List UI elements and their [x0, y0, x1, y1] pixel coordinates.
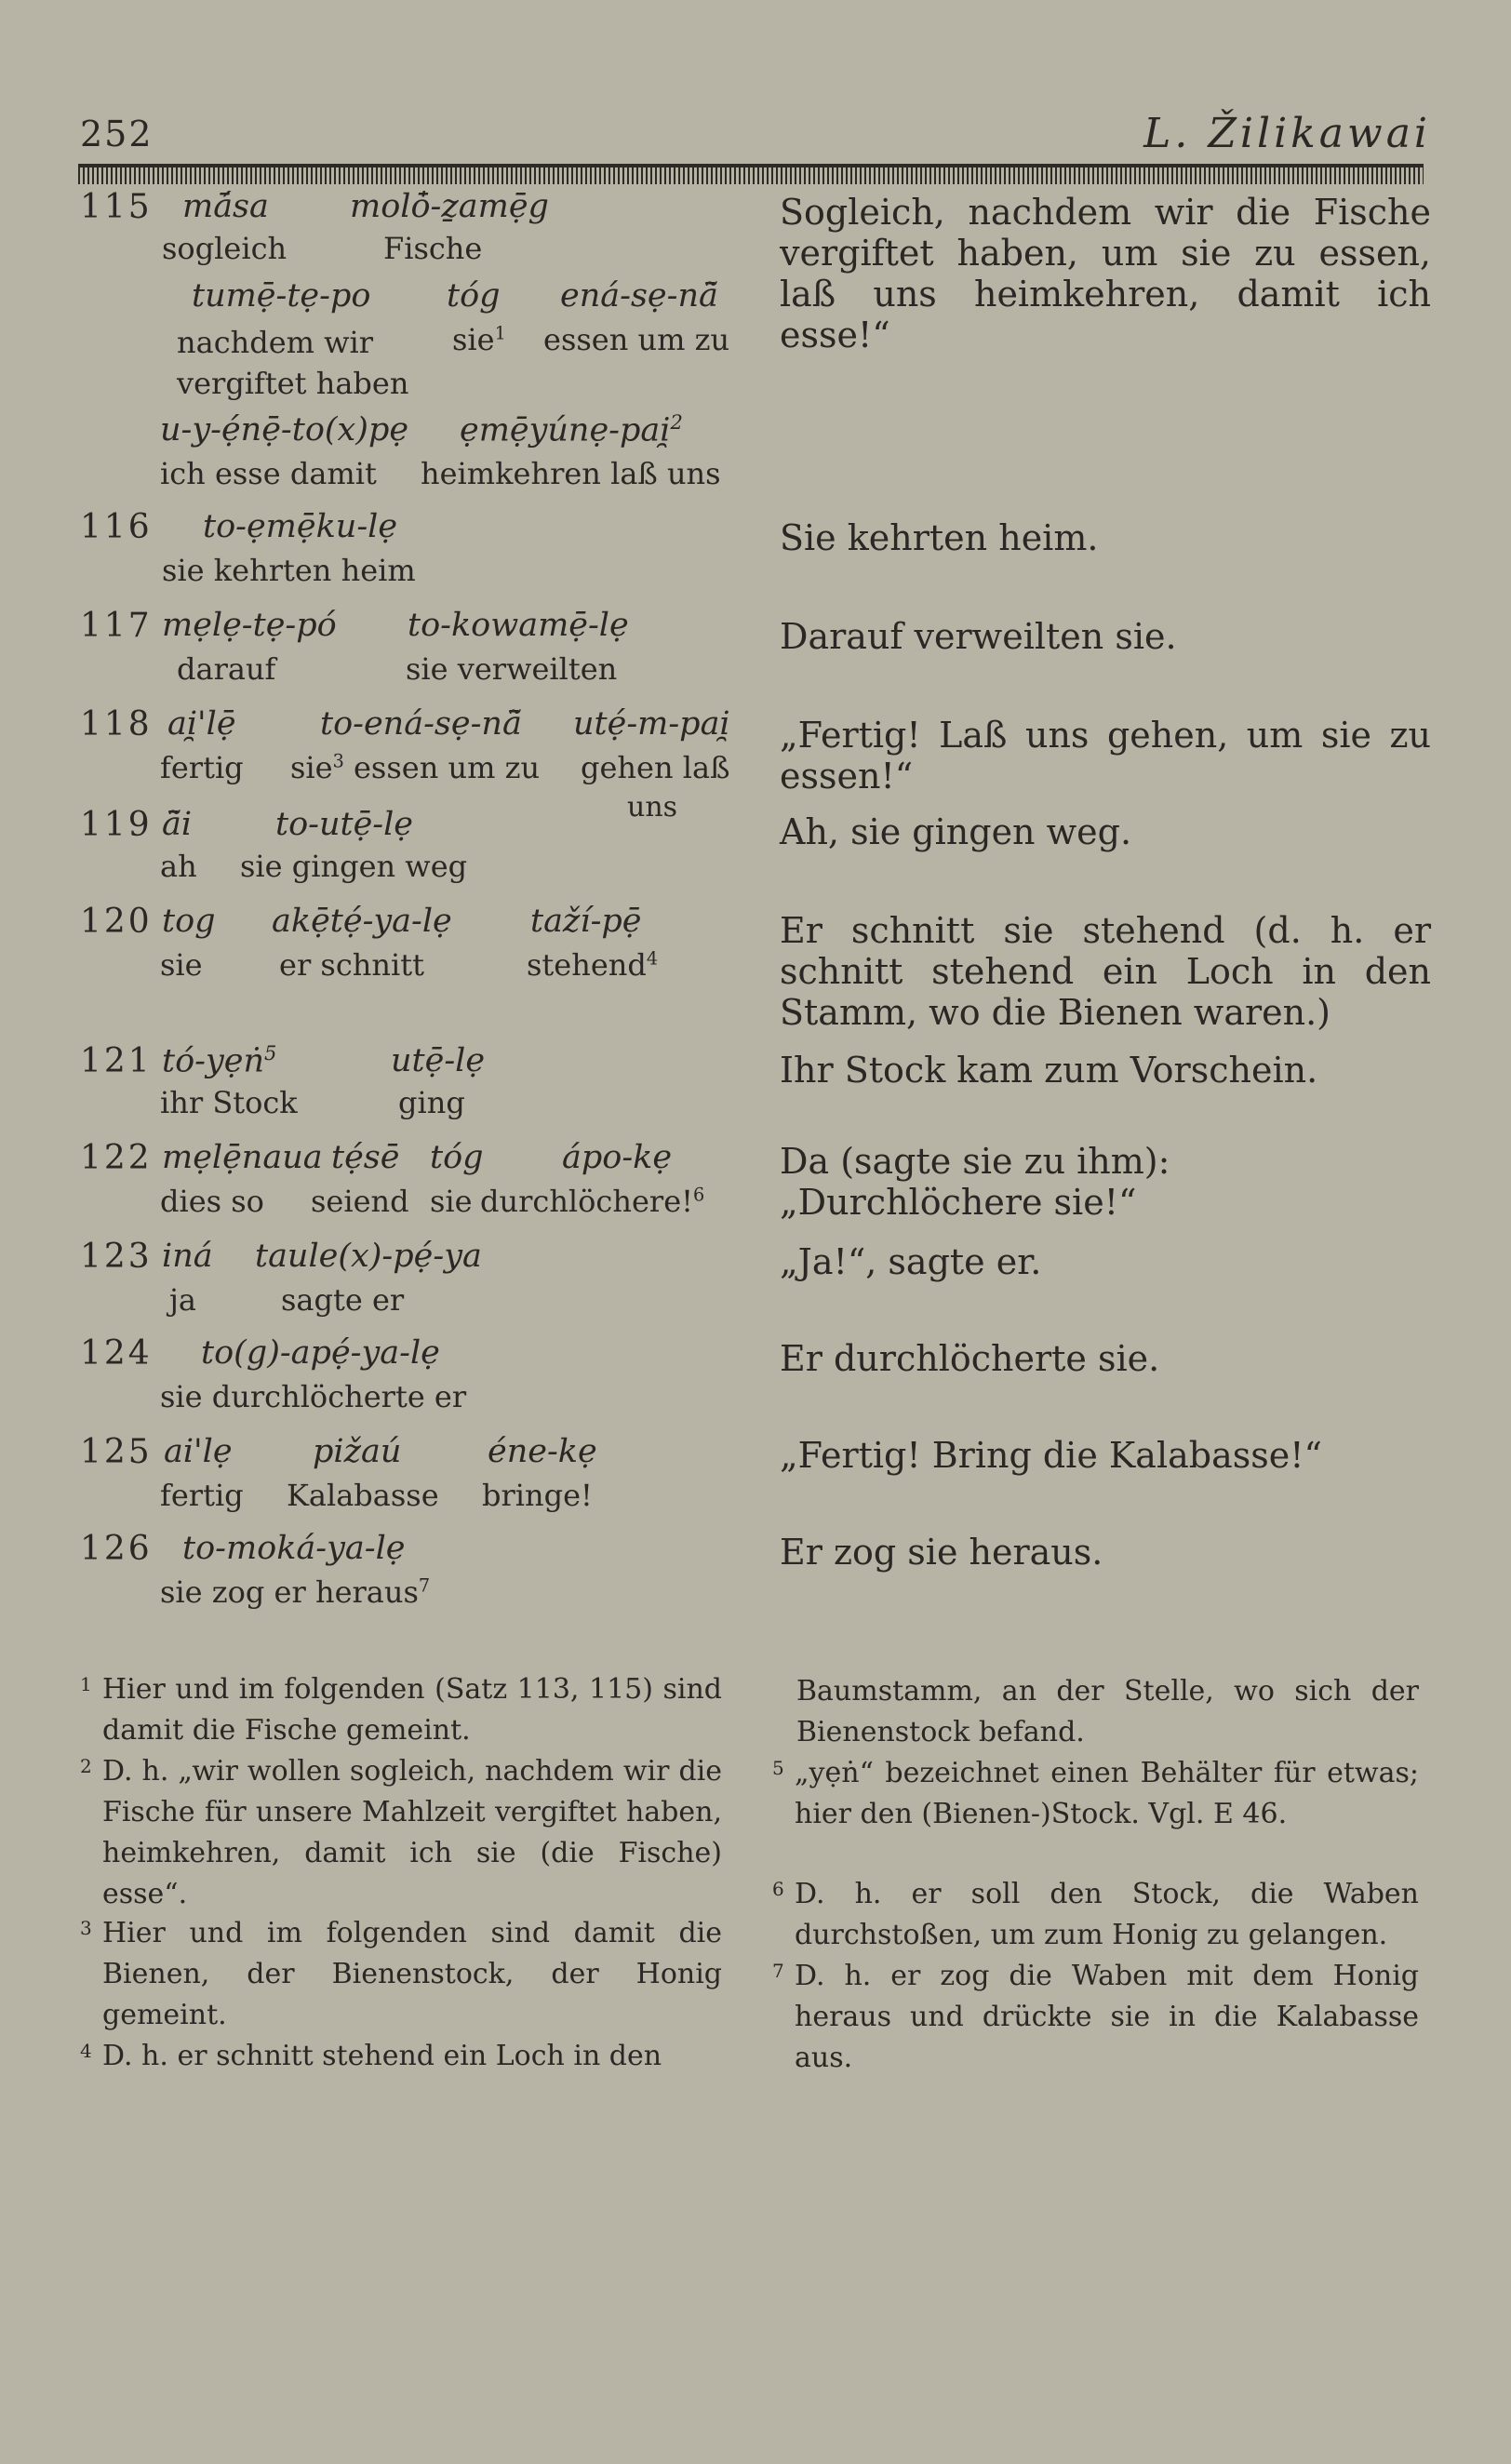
- footnote-ref: 5: [264, 1042, 277, 1065]
- gloss: bringe!: [482, 1478, 593, 1513]
- native-word: éne-kẹ: [488, 1433, 597, 1470]
- gloss: essen um zu: [543, 322, 730, 357]
- native-word: tẹ́sē: [331, 1139, 400, 1176]
- gloss-text: durchlöchere!: [480, 1184, 693, 1219]
- footnote-continuation: [772, 1671, 1419, 1753]
- gloss: seiend: [311, 1184, 409, 1219]
- native-word: akẹ̄tẹ́-ya-lẹ: [272, 903, 452, 940]
- native-word: tažı́-pẹ̄: [530, 903, 642, 940]
- native-word: to-kowamẹ̄-lẹ: [408, 607, 629, 644]
- native-word: tog: [162, 903, 216, 940]
- footnote-text: D. h. er schnitt stehend ein Loch in den: [102, 2040, 662, 2072]
- sentence-number: 115: [80, 188, 153, 226]
- sentence-number: 124: [80, 1334, 153, 1373]
- footnote-mark: 7: [772, 1960, 784, 1982]
- native-word: utẹ́-m-pai̯: [573, 705, 730, 743]
- footnote-mark: 6: [772, 1878, 784, 1900]
- footnote-ref: 2: [670, 411, 683, 434]
- gloss: er schnitt: [279, 947, 424, 983]
- footnote-ref: 6: [692, 1184, 705, 1206]
- native-word: [162, 1042, 276, 1080]
- footnote-mark: 2: [80, 1755, 92, 1777]
- sentence-number: 117: [80, 607, 153, 645]
- gloss: darauf: [177, 651, 276, 687]
- gloss: ging: [398, 1085, 465, 1120]
- native-word: to-ená-sẹ-nā̃: [320, 705, 522, 743]
- translation: Ah, sie gingen weg.: [780, 811, 1132, 852]
- translation: „Ja!“, sagte er.: [780, 1241, 1042, 1282]
- gloss: ah: [160, 849, 197, 884]
- footnote-text: D. h. er zog die Waben mit dem Honig heraus und drückte sie in die Kalabasse aus.: [795, 1960, 1419, 2074]
- footnote: [80, 2036, 722, 2077]
- header-rule: [78, 164, 1424, 184]
- footnote: [772, 1956, 1419, 2079]
- footnote-text: D. h. er soll den Stock, die Waben durchstoßen, um zum Honig zu gelangen.: [795, 1878, 1419, 1951]
- footnote-text: Baumstamm, an der Stelle, wo sich der Bienenstock befand.: [796, 1675, 1419, 1748]
- footnote-ref: 1: [494, 322, 506, 344]
- page-number: 252: [80, 114, 154, 154]
- gloss: sie: [160, 947, 203, 983]
- gloss: nachdem wir vergiftet haben: [177, 325, 409, 401]
- native-word: ai'lẹ: [164, 1433, 233, 1470]
- footnote: [80, 1669, 722, 1751]
- gloss: fertig: [160, 1478, 244, 1513]
- gloss: gehen laß: [581, 750, 730, 785]
- native-word: mā́sa: [182, 188, 269, 225]
- gloss: ja: [169, 1282, 196, 1318]
- native-word: to-ẹmẹ̄ku-lẹ: [203, 508, 398, 545]
- native-word: tóg: [447, 277, 501, 315]
- native-word: pižaú: [313, 1433, 402, 1470]
- native-word: molō̍-ẕamẹ̄g: [350, 188, 549, 225]
- sentence-number: 119: [80, 806, 153, 844]
- footnote: [772, 1753, 1419, 1835]
- footnote: [80, 1751, 722, 1915]
- sentence-number: 126: [80, 1530, 153, 1568]
- translation: Er schnitt sie stehend (d. h. er schnitt stehend ein Loch in den Stamm, wo die Bienen waren.): [780, 910, 1431, 1033]
- gloss: Kalabasse: [287, 1478, 439, 1513]
- native-word: mẹlẹ-tẹ-pó: [162, 607, 337, 644]
- native-word: iná: [162, 1238, 213, 1275]
- translation: „Fertig! Laß uns gehen, um sie zu essen!“: [780, 715, 1431, 797]
- gloss-text: essen um zu: [343, 750, 541, 785]
- gloss-text: sie zog er heraus: [160, 1574, 419, 1610]
- sentence-number: 116: [80, 508, 153, 546]
- gloss: dies so: [160, 1184, 264, 1219]
- sentence-number: 121: [80, 1042, 153, 1080]
- translation: Sogleich, nachdem wir die Fische vergiftet haben, um sie zu essen, laß uns heimkehren, damit ich esse!“: [780, 192, 1431, 355]
- translation: Da (sagte sie zu ihm): „Durchlöchere sie!“: [780, 1141, 1170, 1223]
- gloss: [160, 1574, 430, 1610]
- native-word: ená-sẹ-nā̃: [560, 277, 718, 315]
- word-text: ẹmẹ̄yúnẹ-pai̯: [460, 411, 671, 449]
- translation: Er zog sie heraus.: [780, 1532, 1103, 1573]
- footnote-ref: 7: [418, 1574, 431, 1597]
- gloss: [527, 947, 658, 983]
- word-text: tó-yẹṅ: [162, 1042, 264, 1080]
- native-word: tumẹ̄-tẹ-po: [192, 277, 371, 315]
- native-word: [460, 411, 683, 449]
- gloss: fertig: [160, 750, 244, 785]
- running-head: L. Žilikawai: [1143, 110, 1431, 157]
- gloss: [452, 322, 506, 357]
- native-word: taule(x)-pẹ́-ya: [255, 1238, 482, 1275]
- gloss: sie gingen weg: [240, 849, 468, 884]
- gloss: ich esse damit: [160, 456, 377, 491]
- footnote-text: Hier und im folgenden (Satz 113, 115) sind damit die Fische gemeint.: [102, 1673, 722, 1747]
- translation: Sie kehrten heim.: [780, 517, 1099, 558]
- gloss: [480, 1184, 704, 1219]
- footnote-ref: 4: [646, 947, 659, 970]
- native-word: u-y-ẹ́nẹ̄-to(x)pẹ: [160, 411, 409, 449]
- translation: Darauf verweilten sie.: [780, 616, 1177, 657]
- gloss: ihr Stock: [160, 1085, 298, 1120]
- sentence-number: 125: [80, 1433, 153, 1471]
- sentence-number: 120: [80, 903, 153, 941]
- footnote: [80, 1913, 722, 2036]
- native-word: ai̯'lẹ̄: [167, 705, 236, 743]
- footnote-text: D. h. „wir wollen sogleich, nachdem wir die Fische für unsere Mahlzeit vergiftet haben, heimkehren, damit ich sie (die Fische) esse“.: [102, 1755, 722, 1910]
- gloss: heimkehren laß uns: [421, 456, 721, 491]
- native-word: mẹlẹ̄naua: [162, 1139, 323, 1176]
- sentence-number: 123: [80, 1238, 153, 1276]
- gloss: [290, 750, 540, 785]
- gloss: sie kehrten heim: [162, 553, 416, 588]
- footnote-text: Hier und im folgenden sind damit die Bienen, der Bienenstock, der Honig gemeint.: [102, 1917, 722, 2031]
- native-word: to-utẹ̄-lẹ: [275, 806, 414, 843]
- footnote-text: „yẹṅ“ bezeichnet einen Behälter für etwas; hier den (Bienen-)Stock. Vgl. E 46.: [795, 1757, 1419, 1830]
- gloss: sie durchlöcherte er: [160, 1379, 467, 1414]
- gloss: sagte er: [281, 1282, 405, 1318]
- native-word: to(g)-apẹ́-ya-lẹ: [201, 1334, 440, 1372]
- footnote-mark: 4: [80, 2040, 92, 2062]
- gloss-text: stehend: [527, 947, 647, 983]
- sentence-number: 122: [80, 1139, 153, 1177]
- footnote-mark: 5: [772, 1757, 784, 1779]
- gloss-text: sie: [452, 322, 495, 357]
- sentence-number: 118: [80, 705, 153, 743]
- native-word: to-moká-ya-lẹ: [182, 1530, 406, 1567]
- gloss: uns: [627, 791, 678, 824]
- translation: Ihr Stock kam zum Vorschein.: [780, 1050, 1318, 1091]
- translation: „Fertig! Bring die Kalabasse!“: [780, 1435, 1322, 1476]
- footnote-ref: 3: [332, 750, 344, 772]
- footnote-mark: 1: [80, 1673, 92, 1695]
- gloss: sie: [430, 1184, 473, 1219]
- gloss: sogleich: [162, 231, 287, 266]
- native-word: ā̃i: [162, 806, 193, 843]
- footnote: [772, 1874, 1419, 1956]
- gloss: Fische: [383, 231, 483, 266]
- gloss-text: sie: [290, 750, 333, 785]
- native-word: tóg: [430, 1139, 484, 1176]
- native-word: ápo-kẹ: [562, 1139, 673, 1176]
- native-word: utẹ̄-lẹ: [391, 1042, 486, 1079]
- footnote-mark: 3: [80, 1917, 92, 1939]
- translation: Er durchlöcherte sie.: [780, 1338, 1160, 1379]
- gloss: sie verweilten: [406, 651, 618, 687]
